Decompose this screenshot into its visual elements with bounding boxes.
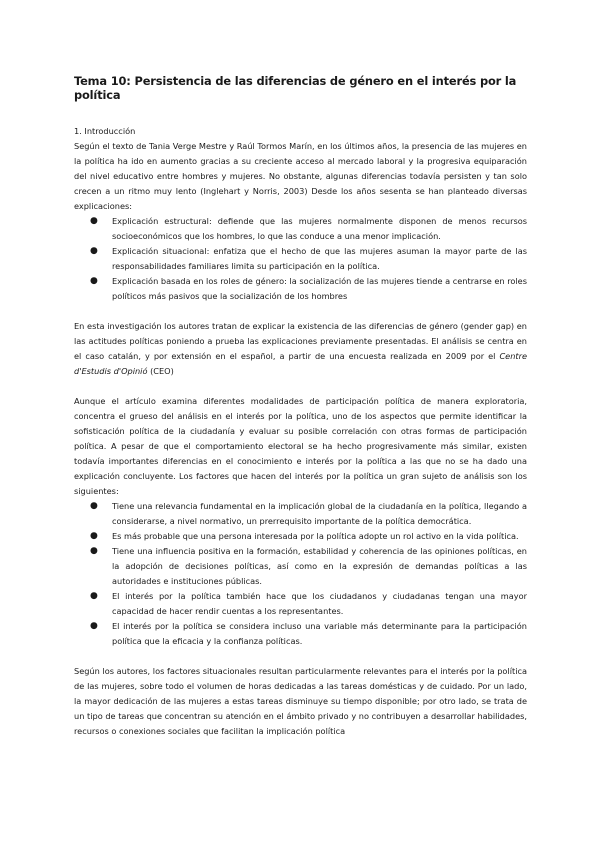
article-paragraph: Aunque el artículo examina diferentes modalidades de participación política de manera exploratoria, concentra el grueso del análisis en el interés por la política, uno de los aspectos que permite identificar la sofisticación política de la ciudadanía y evaluar su posible correlación con otras formas de participación política. A pesar de que el comportamiento electoral se ha hecho progresivamente más similar, existen todavía importantes diferencias en el conocimiento e interés por la política a las que no se ha dado una explicación concluyente. Los factores que hacen del interés por la política un gran sujeto de análisis son los siguientes: — [74, 396, 527, 496]
authors-paragraph: Según los autores, los factores situacionales resultan particularmente relevantes para el interés por la política de las mujeres, sobre todo el volumen de horas dedicadas a las tareas domésticas y de cuidado. Por un lado, la mayor dedicación de las mujeres a estas tareas disminuye su tiempo disponible; por otro lado, se trata de un tipo de tareas que concentran su atención en el ámbito privado y no contribuyen a desarrollar habilidades, recursos o conexiones sociales que facilitan la implicación política — [74, 666, 527, 736]
explanations-list — [74, 214, 527, 304]
list-item: ● Explicación estructural: defiende que las mujeres normalmente disponen de menos recursos socioeconómicos que los hombres, lo que las conduce a una menor implicación. — [90, 216, 527, 241]
bullet-icon: ● — [90, 531, 98, 541]
intro-paragraph: Según el texto de Tania Verge Mestre y Raúl Tormos Marín, en los últimos años, la presencia de las mujeres en la política ha ido en aumento gracias a su creciente acceso al mercado laboral y la progresiva equiparación del nivel educativo entre hombres y mujeres. No obstante, algunas diferencias todavía persisten y tan solo crecen a un ritmo muy lento (Inglehart y Norris, 2003) Desde los años sesenta se han planteado diversas explicaciones: — [74, 141, 527, 211]
document-title: Tema 10: Persistencia de las diferencias de género en el interés por la política — [74, 74, 517, 102]
list-item: ● Explicación situacional: enfatiza que el hecho de que las mujeres asuman la mayor parte de las responsabilidades familiares limita su participación en la política. — [90, 246, 527, 271]
bullet-icon: ● — [90, 621, 98, 631]
list-item: ● Tiene una influencia positiva en la formación, estabilidad y coherencia de las opiniones políticas, en la adopción de decisiones políticas, así como en la expresión de demandas políticas a las autoridades e instituciones públicas. — [90, 546, 527, 586]
bullet-icon: ● — [90, 246, 98, 256]
research-paragraph: En esta investigación los autores tratan de explicar la existencia de las diferencias de género (gender gap) en las actitudes políticas poniendo a prueba las explicaciones previamente presentadas. El análisis se centra en el caso catalán, y por extensión en el español, a partir de una encuesta realizada en 2009 por el Centre d'Estudis d'Opinió (CEO) — [74, 321, 527, 376]
factors-list — [74, 499, 527, 649]
bullet-icon: ● — [90, 276, 98, 286]
source-name: Centre d'Estudis d'Opinió — [74, 351, 527, 376]
list-item: ● El interés por la política también hace que los ciudadanos y ciudadanas tengan una mayor capacidad de hacer rendir cuentas a los representantes. — [90, 591, 527, 616]
section-heading: 1. Introducción — [74, 126, 136, 136]
bullet-icon: ● — [90, 546, 98, 556]
list-item: ● Explicación basada en los roles de género: la socialización de las mujeres tiende a centrarse en roles políticos más pasivos que la socialización de los hombres — [90, 276, 527, 301]
list-item: ● Es más probable que una persona interesada por la política adopte un rol activo en la vida política. — [112, 529, 527, 544]
list-item: ● Tiene una relevancia fundamental en la implicación global de la ciudadanía en la política, llegando a considerarse, a nivel normativo, un prerrequisito importante de la política democrática. — [90, 501, 527, 526]
bullet-icon: ● — [90, 591, 98, 601]
bullet-icon: ● — [90, 501, 98, 511]
list-item: ● El interés por la política se considera incluso una variable más determinante para la participación política que la eficacia y la confianza políticas. — [90, 621, 527, 646]
bullet-icon: ● — [90, 216, 98, 226]
